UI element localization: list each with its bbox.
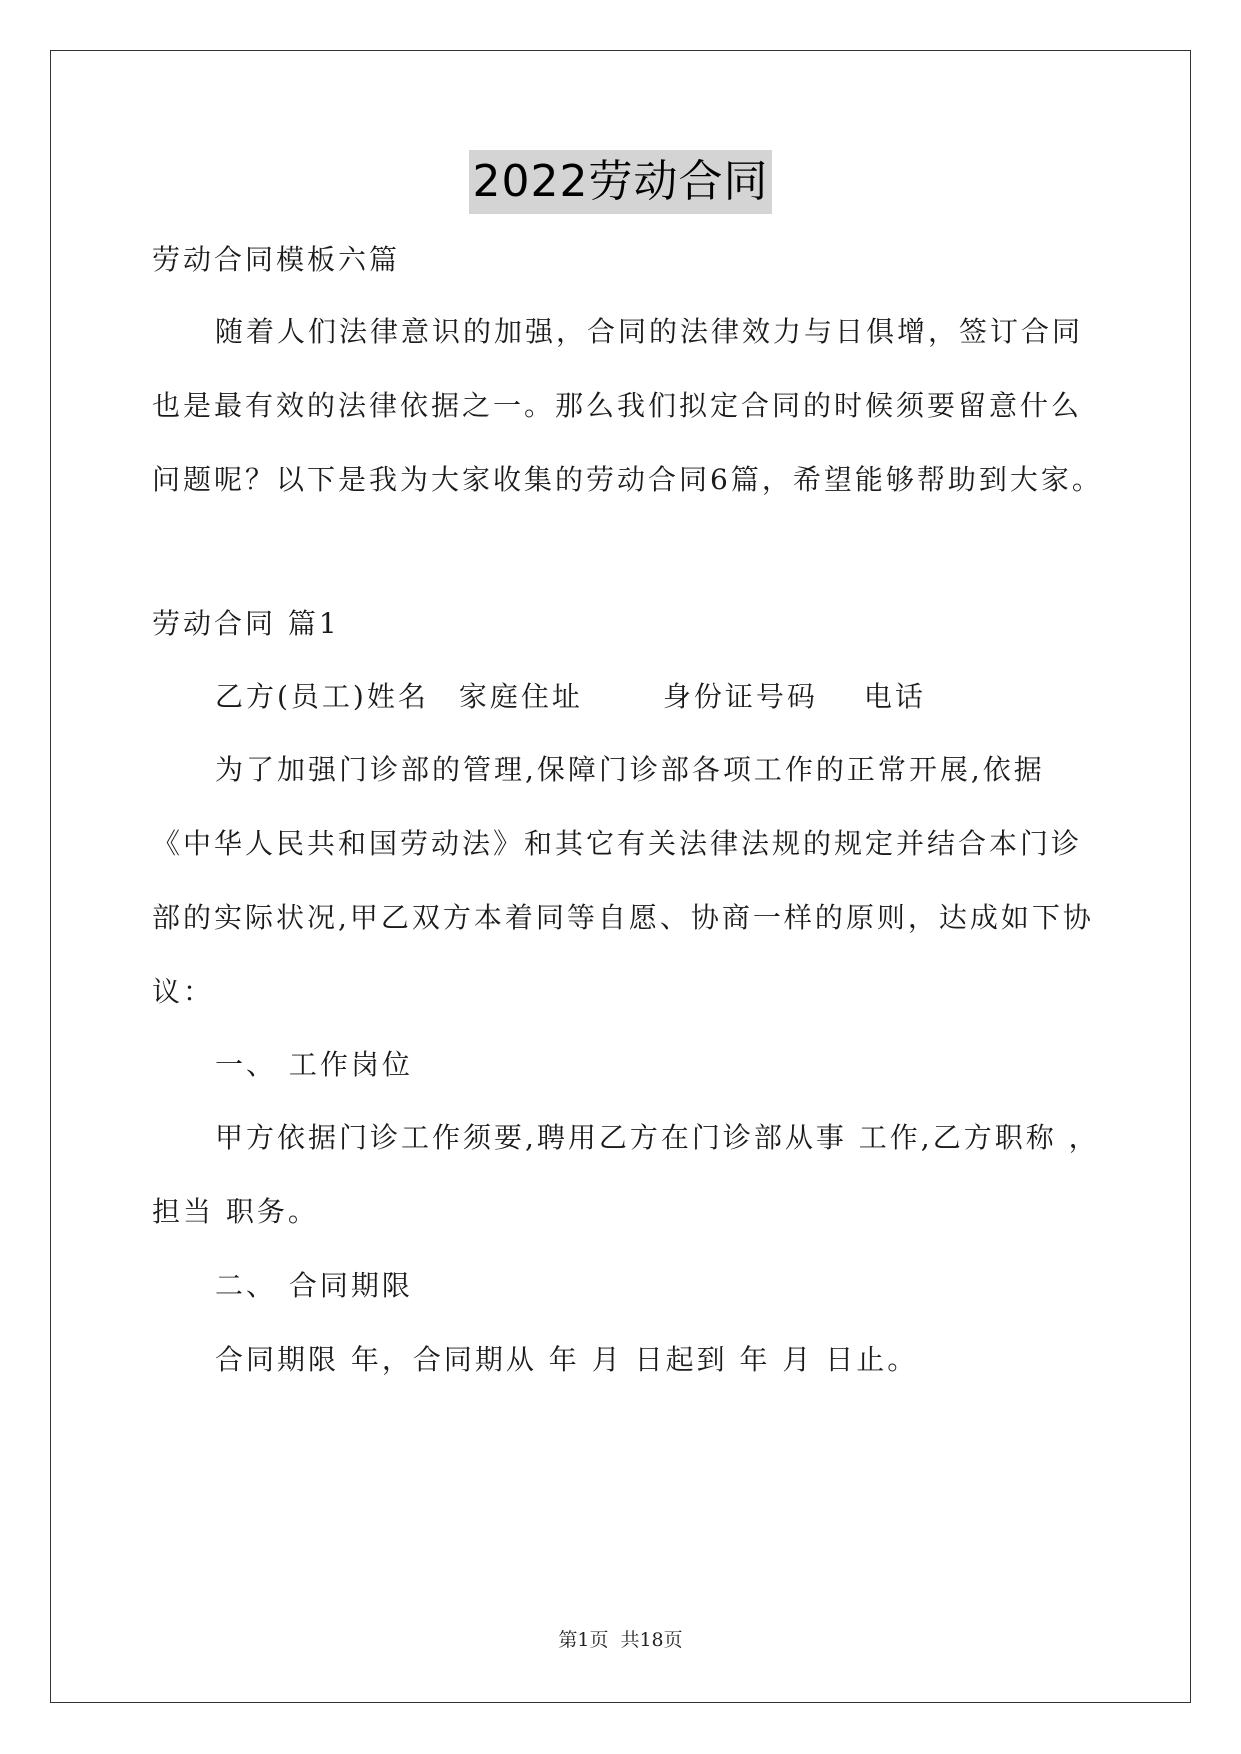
preamble-line-3: 部的实际状况,甲乙双方本着同等自愿、协商一样的原则，达成如下协 xyxy=(152,901,1094,934)
field-phone-label: 电话 xyxy=(863,680,926,713)
field-id-label: 身份证号码 xyxy=(662,680,818,713)
title-container xyxy=(0,150,1241,214)
preamble-line-4: 议： xyxy=(152,975,215,1008)
page-total: 共18页 xyxy=(620,1629,683,1651)
field-name-label: 乙方(员工)姓名 xyxy=(215,680,429,713)
document-subtitle: 劳动合同模板六篇 xyxy=(152,243,401,276)
party-fields-row xyxy=(215,677,926,717)
clause-1-line-2: 担当 职务。 xyxy=(152,1195,319,1228)
clause-2-heading: 二、 合同期限 xyxy=(215,1269,413,1302)
intro-line-3: 问题呢？以下是我为大家收集的劳动合同6篇，希望能够帮助到大家。 xyxy=(152,463,1103,496)
intro-line-1: 随着人们法律意识的加强，合同的法律效力与日俱增，签订合同 xyxy=(215,315,1084,348)
preamble-line-2: 《中华人民共和国劳动法》和其它有关法律法规的规定并结合本门诊 xyxy=(152,827,1083,860)
document-title: 2022劳动合同 xyxy=(469,150,773,214)
page-footer xyxy=(0,1628,1241,1652)
clause-1-heading: 一、 工作岗位 xyxy=(215,1048,413,1081)
section-heading: 劳动合同 篇1 xyxy=(152,607,340,640)
intro-line-2: 也是最有效的法律依据之一。那么我们拟定合同的时候须要留意什么 xyxy=(152,389,1083,422)
field-address-label: 家庭住址 xyxy=(458,680,583,713)
page-border xyxy=(50,50,1191,1703)
clause-1-line-1: 甲方依据门诊工作须要,聘用乙方在门诊部从事 工作,乙方职称 ， xyxy=(215,1121,1100,1154)
preamble-line-1: 为了加强门诊部的管理,保障门诊部各项工作的正常开展,依据 xyxy=(215,753,1045,786)
page-current: 第1页 xyxy=(558,1629,609,1651)
clause-2-line-1: 合同期限 年，合同期从 年 月 日起到 年 月 日止。 xyxy=(215,1343,919,1376)
